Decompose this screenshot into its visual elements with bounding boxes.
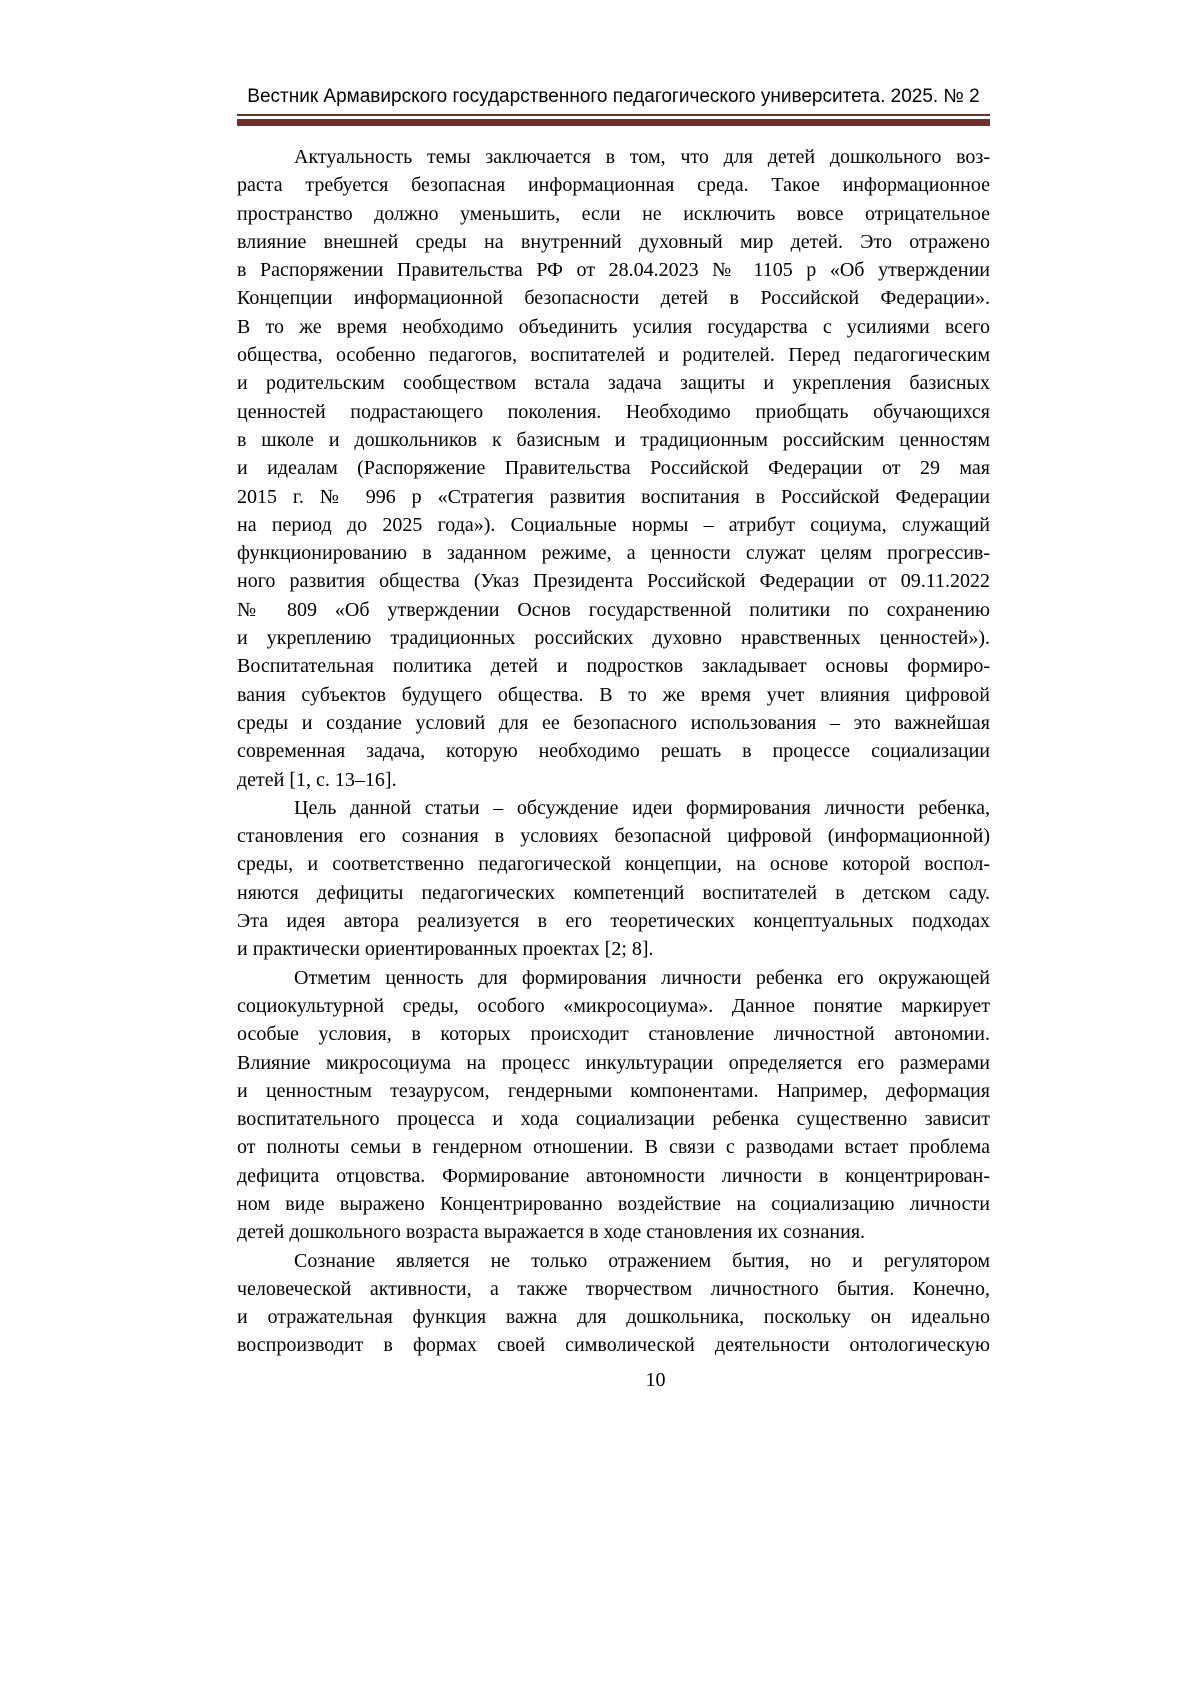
article-body	[237, 143, 990, 1360]
text-line: и отражательная функция важна для дошкольника, поскольку он идеально	[237, 1306, 990, 1329]
text-line: особые условия, в которых происходит становление личностной автономии.	[237, 1023, 990, 1046]
text-line: раста требуется безопасная информационная среда. Такое информационное	[237, 174, 990, 197]
text-line: воспитательного процесса и хода социализации ребенка существенно зависит	[237, 1108, 990, 1131]
text-line: воспроизводит в формах своей символической деятельности онтологическую	[237, 1334, 990, 1357]
text-line: и укреплению традиционных российских духовно нравственных ценностей»).	[237, 627, 990, 650]
paragraph	[237, 794, 990, 964]
text-line: Эта идея автора реализуется в его теоретических концептуальных подходах	[237, 910, 990, 933]
text-line: ценностей подрастающего поколения. Необходимо приобщать обучающихся	[237, 400, 990, 423]
text-line: среды, и соответственно педагогической концепции, на основе которой воспол-	[237, 853, 990, 876]
text-line: общества, особенно педагогов, воспитателей и родителей. Перед педагогическим	[237, 344, 990, 367]
text-line: ном виде выражено Концентрированно воздействие на социализацию личности	[237, 1192, 990, 1215]
text-line: в Распоряжении Правительства РФ от 28.04.2023 № 1105 р «Об утверждении	[237, 259, 990, 282]
text-line: современная задача, которую необходимо решать в процессе социализации	[237, 740, 990, 763]
journal-header-title: Вестник Армавирского государственного педагогического университета. 2025. № 2	[247, 86, 980, 107]
text-line: № 809 «Об утверждении Основ государственной политики по сохранению	[237, 598, 990, 621]
text-line: среды и создание условий для ее безопасного использования – это важнейшая	[237, 711, 990, 734]
page-number: 10	[645, 1369, 666, 1391]
text-line: в школе и дошкольников к базисным и традиционным российским ценностям	[237, 428, 990, 451]
text-line: детей [1, с. 13–16].	[237, 768, 397, 791]
page-footer	[237, 1366, 990, 1394]
text-line: человеческой активности, а также творчеством личностного бытия. Конечно,	[237, 1277, 990, 1300]
text-line: пространство должно уменьшить, если не исключить вовсе отрицательное	[237, 202, 990, 225]
text-line: Влияние микросоциума на процесс инкультурации определяется его размерами	[237, 1051, 990, 1074]
page-content-column	[237, 0, 990, 1360]
text-line: няются дефициты педагогических компетенций воспитателей в детском саду.	[237, 881, 990, 904]
text-line: Отметим ценность для формирования личности ребенка его окружающей	[294, 966, 990, 989]
text-line: и ценностным тезаурусом, гендерными компонентами. Например, деформация	[237, 1079, 990, 1102]
text-line: и родительским сообществом встала задача защиты и укрепления базисных	[237, 372, 990, 395]
text-line: вания субъектов будущего общества. В то же время учет влияния цифровой	[237, 683, 990, 706]
text-line: влияние внешней среды на внутренний духовный мир детей. Это отражено	[237, 230, 990, 253]
text-line: на период до 2025 года»). Социальные нормы – атрибут социума, служащий	[237, 513, 990, 536]
text-line: 2015 г. № 996 р «Стратегия развития воспитания в Российской Федерации	[237, 485, 990, 508]
text-line: от полноты семьи в гендерном отношении. В связи с разводами встает проблема	[237, 1136, 990, 1159]
text-line: и идеалам (Распоряжение Правительства Российской Федерации от 29 мая	[237, 457, 990, 480]
text-line: функционированию в заданном режиме, а ценности служат целям прогрессив-	[237, 542, 990, 565]
text-line: ного развития общества (Указ Президента Российской Федерации от 09.11.2022	[237, 570, 990, 593]
text-line: становления его сознания в условиях безопасной цифровой (информационной)	[237, 825, 990, 848]
text-line: Воспитательная политика детей и подростков закладывает основы формиро-	[237, 655, 990, 678]
text-line: социокультурной среды, особого «микросоциума». Данное понятие маркирует	[237, 994, 990, 1017]
text-line: Сознание является не только отражением бытия, но и регулятором	[294, 1249, 990, 1272]
paragraph	[237, 143, 990, 794]
header-rule-thin	[237, 114, 990, 116]
paragraph	[237, 1247, 990, 1360]
text-line: Актуальность темы заключается в том, что для детей дошкольного воз-	[294, 146, 990, 168]
paragraph	[237, 964, 990, 1247]
text-line: Цель данной статьи – обсуждение идеи формирования личности ребенка,	[294, 796, 990, 819]
text-line: Концепции информационной безопасности детей в Российской Федерации».	[237, 287, 990, 310]
text-line: дефицита отцовства. Формирование автономности личности в концентрирован-	[237, 1164, 990, 1187]
text-line: В то же время необходимо объединить усилия государства с усилиями всего	[237, 315, 990, 338]
header-rule-thick	[237, 119, 990, 126]
text-line: и практически ориентированных проектах [2; 8].	[237, 938, 654, 961]
text-line: детей дошкольного возраста выражается в ходе становления их сознания.	[237, 1221, 866, 1244]
